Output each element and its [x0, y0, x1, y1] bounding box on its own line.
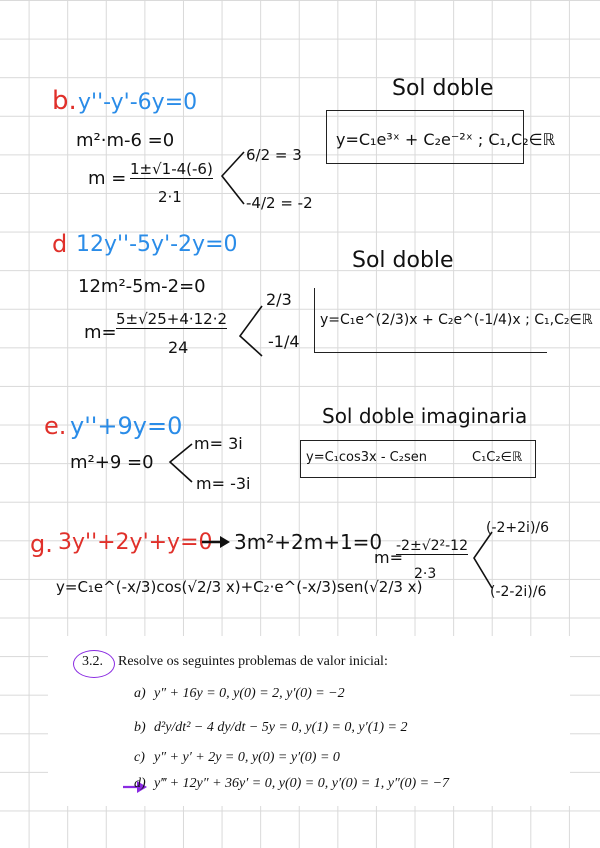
- exercise-heading: Resolve os seguintes problemas de valor inicial:: [118, 654, 388, 669]
- char-eq-b: m²·m-6 =0: [76, 130, 175, 151]
- formula-lhs-d: m=: [84, 322, 117, 343]
- root2-d: -1/4: [268, 332, 300, 351]
- char-eq-e: m²+9 =0: [70, 452, 154, 473]
- implies-arrow-icon: [200, 534, 232, 550]
- item-label-c: c): [134, 750, 145, 765]
- label-g: g.: [30, 530, 53, 558]
- general-solution-g: y=C₁e^(-x/3)cos(√2/3 x)+C₂·e^(-x/3)sen(√2/3 x): [56, 578, 423, 596]
- equation-g: 3y''+2y'+y=0: [58, 530, 213, 555]
- formula-num-g: -2±√2²-12: [396, 538, 468, 554]
- char-eq-d: 12m²-5m-2=0: [78, 276, 206, 297]
- formula-lhs-g: m=: [374, 548, 403, 567]
- item-label-a: a): [134, 686, 146, 701]
- equation-e: y''+9y=0: [70, 412, 183, 440]
- branch-lines-g: [470, 528, 496, 592]
- branch-lines-d: [236, 300, 266, 360]
- root1-e: m= 3i: [194, 434, 243, 453]
- branch-lines-e: [166, 438, 196, 488]
- char-eq-g: 3m²+2m+1=0: [234, 530, 383, 554]
- formula-num-d: 5±√25+4·12·2: [116, 310, 228, 328]
- root1-d: 2/3: [266, 290, 292, 309]
- item-text-d: y‴ + 12y″ + 36y′ = 0, y(0) = 0, y′(0) = 1, y″(0) = −7: [154, 776, 450, 791]
- formula-den-g: 2·3: [414, 566, 437, 582]
- root1-g: (-2+2i)/6: [486, 520, 550, 536]
- printed-exercise-block: [48, 636, 570, 806]
- item-text-c: y″ + y′ + 2y = 0, y(0) = y′(0) = 0: [154, 750, 340, 765]
- branch-lines-b: [218, 148, 248, 208]
- equation-b: y''-y'-6y=0: [78, 90, 198, 115]
- formula-lhs-b: m =: [88, 168, 127, 189]
- item-label-b: b): [134, 720, 146, 735]
- formula-num-b: 1±√1-4(-6): [130, 160, 213, 178]
- formula-den-b: 2·1: [158, 188, 182, 206]
- solution-d: y=C₁e^(2/3)x + C₂e^(-1/4)x ; C₁,C₂∈ℝ: [320, 312, 593, 328]
- root2-g: (-2-2i)/6: [490, 584, 547, 600]
- item-text-a: y″ + 16y = 0, y(0) = 2, y′(0) = −2: [154, 686, 345, 701]
- label-b: b.: [52, 86, 77, 116]
- solution-b: y=C₁e³ˣ + C₂e⁻²ˣ ; C₁,C₂∈ℝ: [336, 130, 556, 149]
- exercise-number: 3.2.: [82, 654, 103, 669]
- equation-d: 12y''-5y'-2y=0: [76, 232, 238, 257]
- root1-b: 6/2 = 3: [246, 146, 302, 164]
- formula-den-d: 24: [168, 338, 189, 357]
- solution-e: y=C₁cos3x - C₂sen: [306, 450, 427, 465]
- solution-domain-e: C₁C₂∈ℝ: [472, 450, 523, 465]
- item-text-b: d²y/dt² − 4 dy/dt − 5y = 0, y(1) = 0, y′(1) = 2: [154, 720, 408, 735]
- label-d: d: [52, 230, 68, 258]
- sol-title-b: Sol doble: [392, 76, 494, 101]
- root2-e: m= -3i: [196, 474, 251, 493]
- item-label-d: d): [134, 776, 146, 791]
- sol-title-e: Sol doble imaginaria: [322, 404, 528, 428]
- root2-b: -4/2 = -2: [246, 194, 313, 212]
- label-e: e.: [44, 412, 67, 440]
- sol-title-d: Sol doble: [352, 248, 454, 273]
